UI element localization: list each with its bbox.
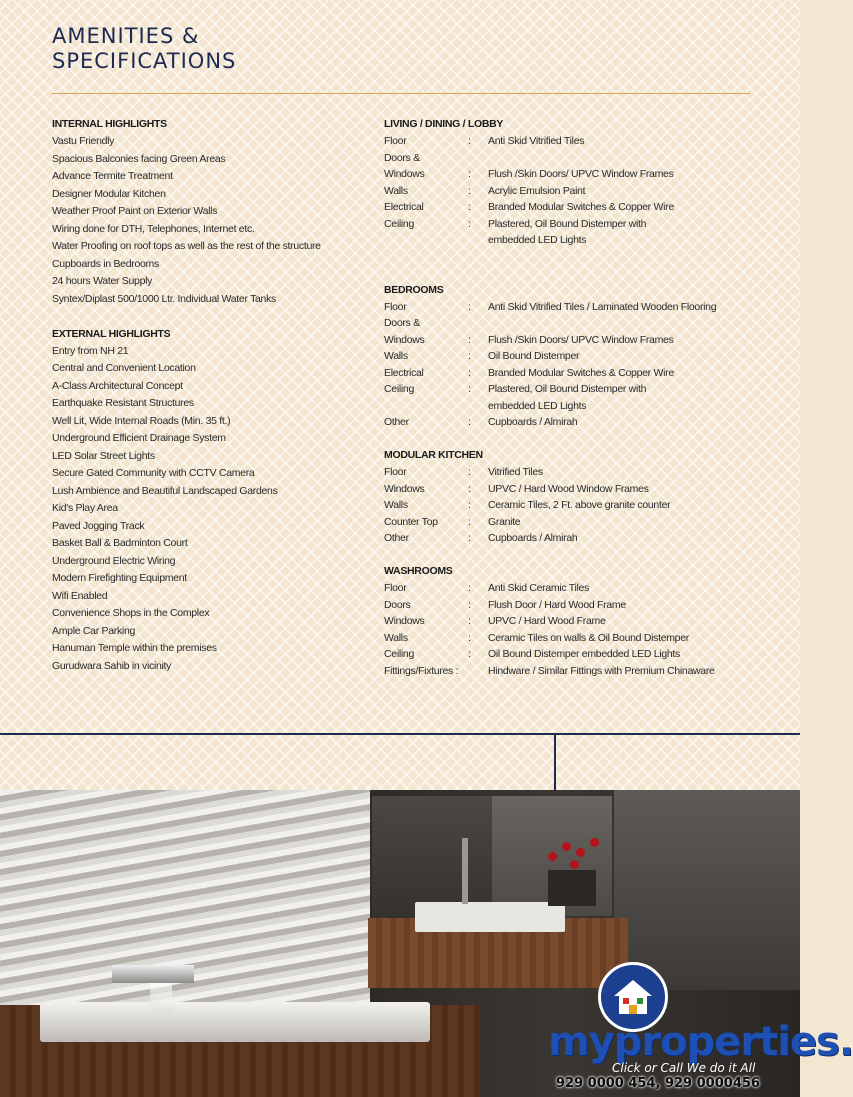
flower [590,838,599,847]
spec-row [384,183,764,200]
spec-row [384,332,764,349]
spec-colon: : [468,615,471,627]
list-item: Wifi Enabled [52,589,108,602]
list-item: Vastu Friendly [52,135,115,147]
spec-key: Ceiling [384,383,414,395]
spec-key: Floor [384,300,407,313]
spec-row [384,481,764,498]
spec-value: Anti Skid Vitrified Tiles / Laminated Wooden Flooring [488,300,717,313]
spec-colon: : [468,300,471,313]
spec-value: Vitrified Tiles [488,466,543,478]
spec-value: UPVC / Hard Wood Frame [488,615,606,627]
spec-value: Anti Skid Vitrified Tiles [488,135,585,147]
list-item: Advance Termite Treatment [52,170,173,182]
spec-colon: : [468,135,471,147]
spec-colon: : [468,201,471,213]
spec-key: Floor [384,582,407,594]
spec-colon: : [468,383,471,395]
external-highlights-title: EXTERNAL HIGHLIGHTS [52,327,171,340]
list-item: 24 hours Water Supply [52,275,153,287]
list-item: Basket Ball & Badminton Court [52,537,188,549]
spec-colon: : [468,184,471,197]
spec-value: Anti Skid Ceramic Tiles [488,582,590,594]
spec-row [384,630,764,647]
list-item: Well Lit, Wide Internal Roads (Min. 35 ft.) [52,414,231,427]
spec-value: Granite [488,515,521,528]
spec-key: Doors [384,598,411,611]
spec-value: Plastered, Oil Bound Distemper with [488,383,647,395]
spec-value: Acrylic Emulsion Paint [488,184,586,197]
spec-row [384,497,764,514]
spec-row [384,216,764,233]
list-item: Weather Proof Paint on Exterior Walls [52,205,218,217]
list-item: Modern Firefighting Equipment [52,572,187,584]
spec-value: Plastered, Oil Bound Distemper with [488,217,647,230]
spec-colon: : [468,482,471,495]
spec-value: Flush /Skin Doors/ UPVC Window Frames [488,333,674,346]
vase [548,870,596,906]
divider-vertical [554,733,556,791]
spec-colon: : [468,631,471,644]
spec-value [488,150,758,167]
spec-colon: : [468,333,471,346]
contact-phone: 929 0000 454, 929 0000456 [556,1076,760,1091]
spec-value: Hindware / Similar Fittings with Premium Chinaware [488,664,715,677]
spec-row [384,365,764,382]
list-item: Gurudwara Sahib in vicinity [52,659,172,672]
spec-key [384,398,468,415]
living-specs [384,133,764,249]
spec-row [384,398,764,415]
water-stream [150,983,172,1013]
list-item: A-Class Architectural Concept [52,379,183,392]
spec-row [384,414,764,431]
spec-key: Ceiling [384,217,414,230]
external-highlights-list [52,343,372,676]
spec-row [384,348,764,365]
list-item: Central and Convenient Location [52,362,196,374]
spec-row [384,381,764,398]
spec-key: Electrical [384,201,424,213]
sink [415,902,565,932]
list-item: Earthquake Resistant Structures [52,397,194,409]
spec-value: Cupboards / Almirah [488,416,578,428]
spec-row [384,597,764,614]
kitchen-specs [384,464,764,547]
spec-value: Oil Bound Distemper [488,350,580,362]
divider-horizontal [0,733,800,735]
spec-row [384,663,764,680]
washrooms-specs [384,580,764,679]
spec-key: Counter Top [384,515,438,528]
spec-colon: : [468,466,471,478]
spec-row [384,166,764,183]
spec-key: Windows [384,482,425,495]
living-section-title: LIVING / DINING / LOBBY [384,118,504,130]
list-item: Hanuman Temple within the premises [52,642,217,654]
spec-value: Oil Bound Distemper embedded LED Lights [488,648,680,660]
list-item: Paved Jogging Track [52,519,145,532]
bedrooms-section-title: BEDROOMS [384,283,444,296]
spec-key: Walls [384,350,408,362]
spec-row [384,315,764,332]
spec-colon: : [468,350,471,362]
spec-colon: : [468,532,471,544]
page-title-line-1: AMENITIES & [52,24,200,48]
spec-value: Flush Door / Hard Wood Frame [488,598,626,611]
brand-tagline: Click or Call We do it All [612,1061,756,1075]
page-title [52,24,236,74]
list-item: Cupboards in Bedrooms [52,257,159,270]
flower [570,860,579,869]
spec-key: Windows [384,615,425,627]
spec-key: Electrical [384,366,424,379]
spec-key: Doors & [384,317,420,329]
spec-key: Ceiling [384,648,414,660]
house-icon [612,977,654,1017]
spec-value: Branded Modular Switches & Copper Wire [488,201,674,213]
list-item: Entry from NH 21 [52,344,129,357]
spec-row [384,613,764,630]
washrooms-section-title: WASHROOMS [384,565,453,577]
list-item: Secure Gated Community with CCTV Camera [52,467,255,479]
list-item: Wiring done for DTH, Telephones, Internet etc. [52,222,255,235]
bathtub [40,1002,430,1042]
list-item: Underground Electric Wiring [52,554,176,567]
spec-key: Walls [384,631,408,644]
spec-colon: : [468,416,471,428]
list-item: Convenience Shops in the Complex [52,607,210,619]
spec-key: Fittings/Fixtures : [384,664,459,677]
spec-colon: : [468,598,471,611]
tub-spout [112,965,194,983]
spec-row [384,199,764,216]
list-item: Water Proofing on roof tops as well as the rest of the structure [52,240,321,252]
spec-colon: : [468,217,471,230]
faucet [462,838,468,904]
brand-logo-text: myproperties. [548,1019,853,1065]
list-item: Kid's Play Area [52,502,118,514]
page-title-line-2: SPECIFICATIONS [52,49,237,73]
spec-value: Ceramic Tiles, 2 Ft. above granite counter [488,499,671,511]
spec-value: Ceramic Tiles on walls & Oil Bound Distemper [488,631,689,644]
spec-key [384,232,468,249]
spec-row [384,580,764,597]
spec-value: embedded LED Lights [488,399,587,412]
list-item: Underground Efficient Drainage System [52,432,226,444]
spec-key: Windows [384,333,425,346]
spec-row [384,150,764,167]
spec-row [384,133,764,150]
spec-value: Flush /Skin Doors/ UPVC Window Frames [488,168,674,180]
spec-value: Branded Modular Switches & Copper Wire [488,366,674,379]
spec-key: Other [384,532,409,544]
spec-colon: : [468,499,471,511]
spec-value: Cupboards / Almirah [488,532,578,544]
spec-key: Windows [384,168,425,180]
list-item: Syntex/Diplast 500/1000 Ltr. Individual Water Tanks [52,292,277,305]
spec-row [384,514,764,531]
spec-key: Floor [384,135,407,147]
spec-row [384,232,764,249]
flower [576,848,585,857]
list-item: Ample Car Parking [52,624,136,637]
spec-key: Doors & [384,151,420,164]
spec-key: Other [384,416,409,428]
spec-value: UPVC / Hard Wood Window Frames [488,482,649,495]
spec-row [384,299,764,316]
spec-colon: : [468,515,471,528]
spec-key: Walls [384,499,408,511]
background-window [614,790,800,990]
bedrooms-specs [384,299,764,431]
spec-colon: : [468,648,471,660]
list-item: Designer Modular Kitchen [52,187,166,200]
spec-row [384,464,764,481]
spec-colon: : [468,366,471,379]
highlights-column [52,116,372,675]
specifications-column [384,116,764,679]
internal-highlights-title: INTERNAL HIGHLIGHTS [52,118,167,130]
spec-row [384,530,764,547]
title-divider [52,93,750,94]
spec-row [384,646,764,663]
flower [562,842,571,851]
spec-key: Walls [384,184,408,197]
spec-colon: : [468,168,471,180]
spec-value: embedded LED Lights [488,234,587,246]
list-item: Lush Ambience and Beautiful Landscaped Gardens [52,484,278,497]
spec-value [488,315,758,332]
internal-highlights-list [52,133,372,308]
spec-colon: : [468,582,471,594]
list-item: LED Solar Street Lights [52,449,155,462]
spec-key: Floor [384,466,407,478]
flower [548,852,557,861]
kitchen-section-title: MODULAR KITCHEN [384,449,483,461]
list-item: Spacious Balconies facing Green Areas [52,152,226,165]
